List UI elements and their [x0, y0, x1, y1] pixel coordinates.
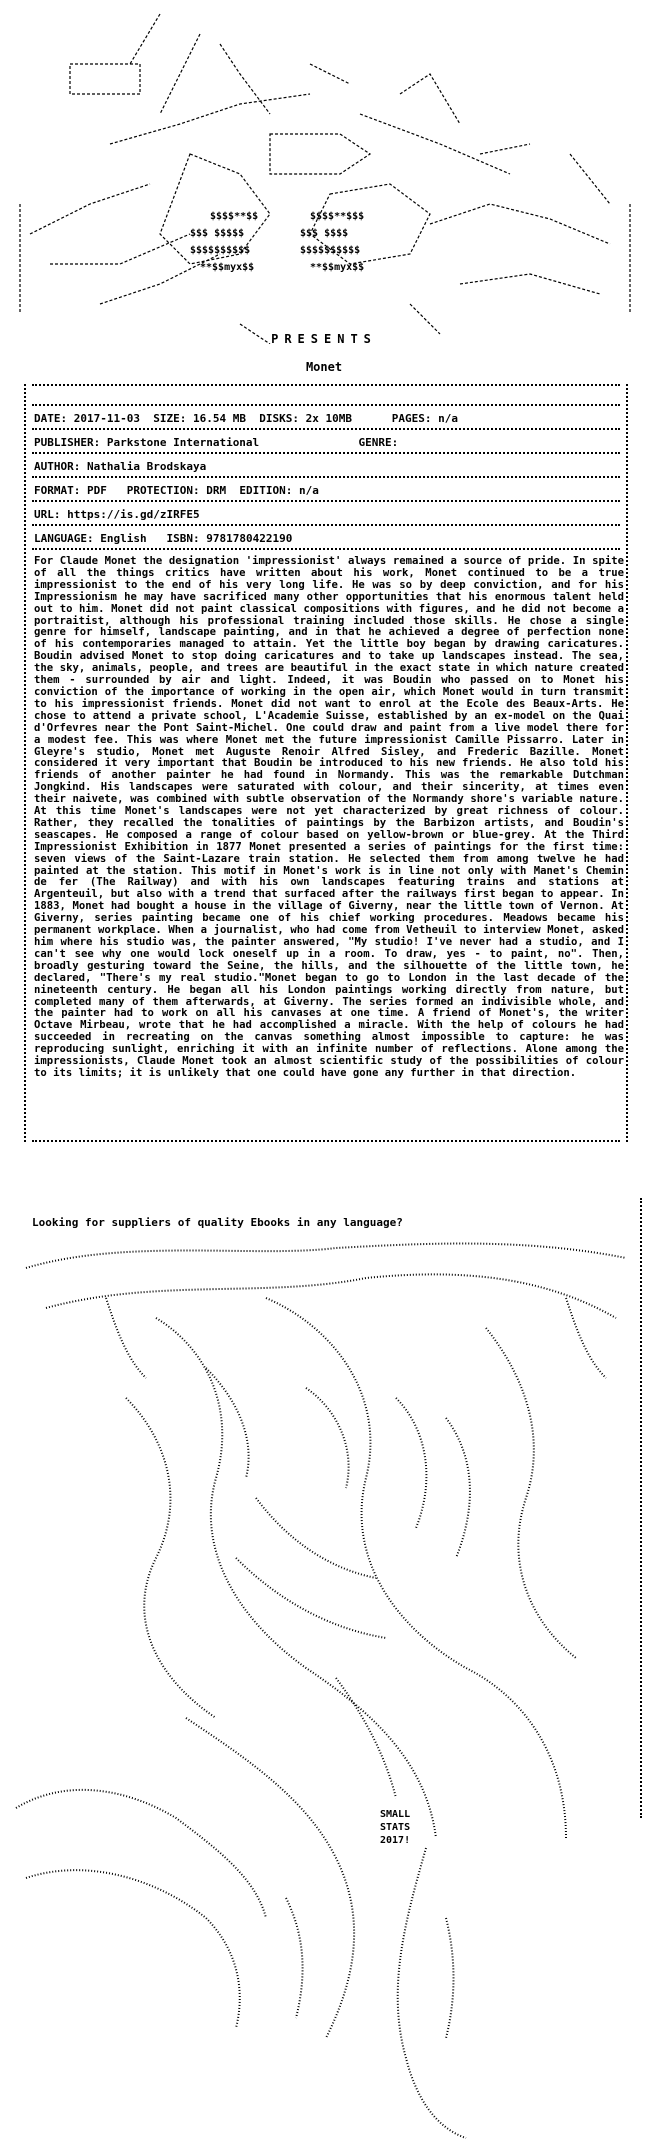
right-dotted-border	[636, 1198, 642, 1818]
svg-text:$$$ $$$$$: $$$ $$$$$	[190, 228, 245, 239]
logo-strokes	[20, 14, 630, 344]
stats-line-3: 2017!	[380, 1835, 411, 1846]
svg-text:**$$myx$$: **$$myx$$	[200, 262, 255, 273]
meta-row-date	[34, 412, 458, 425]
divider	[32, 524, 620, 526]
stats-line-2: STATS	[380, 1822, 411, 1833]
publisher-value: Parkstone International	[106, 436, 260, 449]
stats-badge	[378, 1807, 412, 1848]
author-label: AUTHOR:	[34, 460, 81, 473]
language-label: LANGUAGE:	[34, 532, 94, 545]
svg-text:$$$$**$$$: $$$$**$$$	[310, 211, 365, 222]
protection-label: PROTECTION:	[126, 484, 200, 497]
meta-row-publisher	[34, 436, 405, 449]
edition-value: n/a	[298, 484, 319, 497]
protection-value: DRM	[206, 484, 227, 497]
format-label: FORMAT:	[34, 484, 81, 497]
isbn-label: ISBN:	[166, 532, 200, 545]
size-label: SIZE:	[153, 412, 187, 425]
divider	[32, 476, 620, 478]
divider	[32, 500, 620, 502]
disks-label: DISKS:	[259, 412, 299, 425]
release-title: Monet	[305, 360, 343, 374]
divider	[32, 452, 620, 454]
meta-row-language	[34, 532, 292, 545]
presents-label: PRESENTS	[271, 332, 377, 346]
svg-text:$$$$$$$$$$: $$$$$$$$$$	[300, 245, 361, 256]
pages-value: n/a	[438, 412, 458, 425]
svg-text:**$$myx$$: **$$myx$$	[310, 262, 365, 273]
edition-label: EDITION:	[239, 484, 293, 497]
divider	[32, 1140, 620, 1142]
svg-text:$$$ $$$$: $$$ $$$$	[300, 228, 349, 239]
svg-text:$$$$$$$$$$: $$$$$$$$$$	[190, 245, 251, 256]
size-value: 16.54 MB	[192, 412, 246, 425]
date-value: 2017-11-03	[73, 412, 140, 425]
divider	[32, 548, 620, 550]
book-description: For Claude Monet the designation 'impressionist' always remained a source of pride. In spite of all the things critics have written about his work, Monet continued to be a true impressionist to the end of his very long life. He was so by deep conviction, and for his Impressionism he may have sacrificed many other opportunities that his enormous talent held out to him. Monet did not paint classical compositions with figures, and he did not become a portraitist, although his professional training included those skills. He chose a single genre for himself, landscape painting, and in that he achieved a degree of perfection none of his contemporaries managed to attain. Yet the little boy began by drawing caricatures. Boudin advised Monet to stop doing caricatures and to take up landscapes instead. The sea, the sky, animals, people, and trees are beautiful in the exact state in which nature created them - surrounded by air and light. Indeed, it was Boudin who passed on to Monet his conviction of the importance of working in the open air, which Monet would in turn transmit to his impressionist friends. Monet did not want to enrol at the Ecole des Beaux-Arts. He chose to attend a private school, L'Academie Suisse, established by an ex-model on the Quai d'Orfevres near the Pont Saint-Michel. One could draw and paint from a live model there for a modest fee. This was where Monet met the future impressionist Camille Pissarro. Later in Gleyre's studio, Monet met Auguste Renoir Alfred Sisley, and Frederic Bazille. Monet considered it very important that Boudin be introduced to his new friends. He also told his friends of another painter he had found in Normandy. This was the remarkable Dutchman Jongkind. His landscapes were saturated with colour, and their sincerity, at times even their naivete, was combined with subtle observation of the Normandy shore's variable nature. At this time Monet's landscapes were not yet characterized by great richness of colour. Rather, they recalled the tonalities of paintings by the Barbizon artists, and Boudin's seascapes. He composed a range of colour based on yellow-brown or blue-grey. At the Third Impressionist Exhibition in 1877 Monet presented a series of paintings for the first time: seven views of the Saint-Lazare train station. He selected them from among twelve he had painted at the station. This motif in Monet's work is in line not only with Manet's Chemin de fer (The Railway) and with his own landscapes featuring trains and stations at Argenteuil, but also with a trend that surfaced after the railways first began to appear. In 1883, Monet had bought a house in the village of Giverny, near the little town of Vernon. At Giverny, series painting became one of his chief working procedures. Meadows became his permanent workplace. When a journalist, who had come from Vetheuil to interview Monet, asked him where his studio was, the painter answered, "My studio! I've never had a studio, and I can't see why one would lock oneself up in a room. To draw, yes - to paint, no". Then, broadly gesturing toward the Seine, the hills, and the silhouette of the little town, he declared, "There's my real studio."Monet began to go to London in the last decade of the nineteenth century. He began all his London paintings working directly from nature, but completed many of them afterwards, at Giverny. The series formed an indivisible whole, and the painter had to work on all his canvases at one time. A friend of Monet's, the writer Octave Mirbeau, wrote that he had accomplished a miracle. With the help of colours he had succeeded in recreating on the canvas something almost impossible to capture: he was reproducing sunlight, enriching it with an infinite number of reflections. Alone among the impressionists, Claude Monet took an almost scientific study of the possibilities of colour to its limits; it is unlikely that one could have gone any further in that direction.	[34, 555, 624, 1079]
isbn-value: 9781780422190	[206, 532, 293, 545]
disks-value: 2x 10MB	[305, 412, 352, 425]
meta-row-url	[34, 508, 200, 521]
ascii-logo	[10, 4, 640, 344]
url-link[interactable]: https://is.gd/zIRFE5	[67, 508, 200, 521]
meta-row-author	[34, 460, 206, 473]
meta-row-format	[34, 484, 319, 497]
svg-text:$$$$**$$: $$$$**$$	[210, 211, 259, 222]
divider	[32, 428, 620, 430]
footer-tagline: Looking for suppliers of quality Ebooks in any language?	[32, 1216, 403, 1229]
url-label: URL:	[34, 508, 61, 521]
date-label: DATE:	[34, 412, 68, 425]
language-value: English	[100, 532, 147, 545]
divider	[32, 404, 620, 406]
ascii-art-dragon	[6, 1198, 642, 2143]
publisher-label: PUBLISHER:	[34, 436, 101, 449]
divider	[32, 384, 620, 386]
pages-label: PAGES:	[391, 412, 432, 425]
stats-line-1: SMALL	[380, 1809, 411, 1820]
genre-label: GENRE:	[358, 436, 399, 449]
author-value: Nathalia Brodskaya	[86, 460, 207, 473]
nfo-box	[24, 384, 628, 1142]
format-value: PDF	[86, 484, 107, 497]
